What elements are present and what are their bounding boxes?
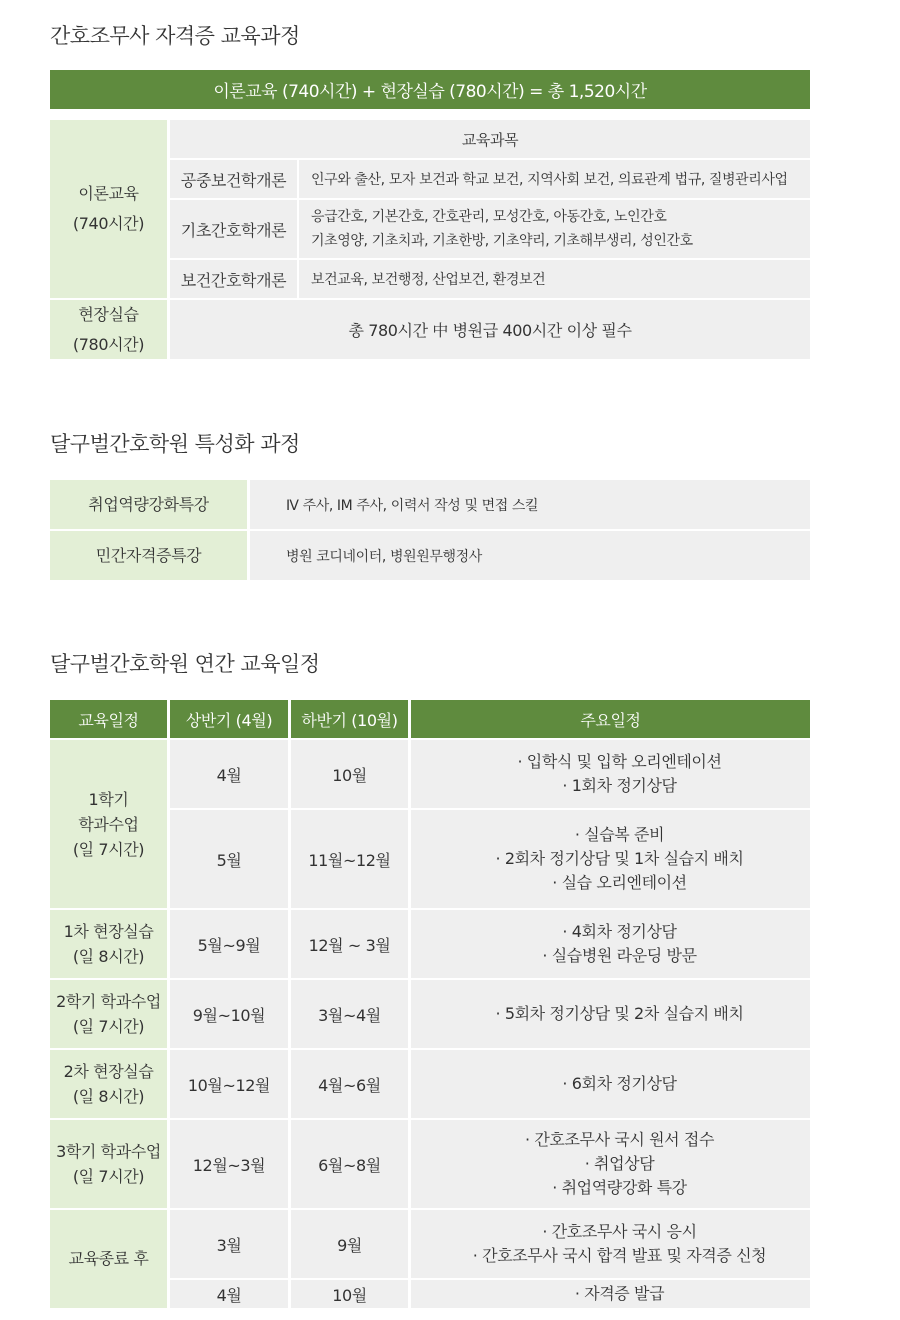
first-half-month: 3월 bbox=[170, 1210, 288, 1278]
group-label-line: (일 8시간) bbox=[72, 1087, 145, 1106]
schedule-group-label bbox=[50, 980, 167, 1048]
group-label-line: 교육종료 후 bbox=[68, 1249, 149, 1268]
group-label-line: (일 7시간) bbox=[72, 1017, 145, 1036]
total-hours-banner: 이론교육 (740시간) + 현장실습 (780시간) = 총 1,520시간 bbox=[50, 70, 810, 109]
schedule-group-label bbox=[50, 1120, 167, 1208]
subject-topics-line: 기초영양, 기초치과, 기초한방, 기초약리, 기초해부생리, 성인간호 bbox=[311, 233, 693, 249]
first-half-month: 4월 bbox=[170, 740, 288, 808]
subject-name: 보건간호학개론 bbox=[170, 260, 297, 298]
event-item: · 자격증 발급 bbox=[574, 1284, 665, 1303]
event-item: · 취업상담 bbox=[584, 1154, 655, 1173]
major-events bbox=[411, 740, 810, 808]
major-events bbox=[411, 1120, 810, 1208]
first-half-month: 9월~10월 bbox=[170, 980, 288, 1048]
group-label-line: (일 7시간) bbox=[72, 1167, 145, 1186]
subjects-header: 교육과목 bbox=[170, 120, 810, 158]
section-title-schedule: 달구벌간호학원 연간 교육일정 bbox=[50, 652, 320, 676]
event-item: · 간호조무사 국시 합격 발표 및 자격증 신청 bbox=[472, 1246, 767, 1265]
schedule-header: 상반기 (4월) bbox=[170, 700, 288, 738]
schedule-header: 하반기 (10월) bbox=[291, 700, 408, 738]
theory-label bbox=[50, 120, 167, 298]
first-half-month: 12월~3월 bbox=[170, 1120, 288, 1208]
schedule-header: 주요일정 bbox=[411, 700, 810, 738]
theory-label-line: (740시간) bbox=[72, 214, 145, 233]
group-label-line: 1학기 bbox=[88, 789, 129, 809]
schedule-group-label bbox=[50, 1210, 167, 1308]
second-half-month: 12월 ~ 3월 bbox=[291, 910, 408, 978]
group-label-line: 2학기 학과수업 bbox=[56, 992, 161, 1011]
group-label-line: (일 7시간) bbox=[72, 839, 145, 859]
section-title-curriculum: 간호조무사 자격증 교육과정 bbox=[50, 24, 300, 48]
major-events bbox=[411, 810, 810, 908]
special-label: 취업역량강화특강 bbox=[50, 480, 247, 529]
event-item: · 간호조무사 국시 원서 접수 bbox=[524, 1130, 715, 1149]
second-half-month: 10월 bbox=[291, 1280, 408, 1308]
subject-topics: 인구와 출산, 모자 보건과 학교 보건, 지역사회 보건, 의료관계 법규, 질병관리사업 bbox=[299, 160, 810, 198]
second-half-month: 4월~6월 bbox=[291, 1050, 408, 1118]
subject-name: 기초간호학개론 bbox=[170, 200, 297, 258]
event-item: · 4회차 정기상담 bbox=[562, 922, 677, 941]
group-label-line: 2차 현장실습 bbox=[63, 1062, 154, 1081]
event-item: · 실습 오리엔테이션 bbox=[552, 873, 687, 892]
schedule-group-label bbox=[50, 910, 167, 978]
schedule-header: 교육일정 bbox=[50, 700, 167, 738]
major-events bbox=[411, 910, 810, 978]
practice-label-line: (780시간) bbox=[72, 334, 145, 354]
subject-topics: 보건교육, 보건행정, 산업보건, 환경보건 bbox=[299, 260, 810, 298]
first-half-month: 5월~9월 bbox=[170, 910, 288, 978]
event-item: · 입학식 및 입학 오리엔테이션 bbox=[517, 752, 722, 771]
special-label: 민간자격증특강 bbox=[50, 531, 247, 580]
second-half-month: 11월~12월 bbox=[291, 810, 408, 908]
practice-label-line: 현장실습 bbox=[78, 304, 139, 324]
special-value: 병원 코디네이터, 병원원무행정사 bbox=[250, 531, 810, 580]
major-events bbox=[411, 1210, 810, 1278]
major-events bbox=[411, 1280, 810, 1308]
event-item: · 5회차 정기상담 및 2차 실습지 배치 bbox=[495, 1004, 744, 1023]
first-half-month: 10월~12월 bbox=[170, 1050, 288, 1118]
second-half-month: 6월~8월 bbox=[291, 1120, 408, 1208]
major-events bbox=[411, 1050, 810, 1118]
practice-text: 총 780시간 中 병원급 400시간 이상 필수 bbox=[170, 300, 810, 359]
practice-label bbox=[50, 300, 167, 359]
special-value: Ⅳ 주사, IM 주사, 이력서 작성 및 면접 스킬 bbox=[250, 480, 810, 529]
group-label-line: 3학기 학과수업 bbox=[56, 1142, 161, 1161]
subject-topics-line: 응급간호, 기본간호, 간호관리, 모성간호, 아동간호, 노인간호 bbox=[311, 209, 667, 225]
schedule-group-label bbox=[50, 740, 167, 908]
group-label-line: 1차 현장실습 bbox=[63, 922, 154, 941]
event-item: · 취업역량강화 특강 bbox=[552, 1178, 687, 1197]
second-half-month: 3월~4월 bbox=[291, 980, 408, 1048]
major-events bbox=[411, 980, 810, 1048]
theory-label-line: 이론교육 bbox=[78, 184, 139, 203]
group-label-line: (일 8시간) bbox=[72, 947, 145, 966]
section-title-special: 달구벌간호학원 특성화 과정 bbox=[50, 432, 300, 456]
event-item: · 1회차 정기상담 bbox=[562, 776, 677, 795]
second-half-month: 9월 bbox=[291, 1210, 408, 1278]
group-label-line: 학과수업 bbox=[78, 814, 139, 834]
subject-name: 공중보건학개론 bbox=[170, 160, 297, 198]
event-item: · 실습복 준비 bbox=[574, 825, 665, 844]
event-item: · 6회차 정기상담 bbox=[562, 1074, 677, 1093]
second-half-month: 10월 bbox=[291, 740, 408, 808]
event-item: · 2회차 정기상담 및 1차 실습지 배치 bbox=[495, 849, 744, 868]
first-half-month: 4월 bbox=[170, 1280, 288, 1308]
schedule-group-label bbox=[50, 1050, 167, 1118]
event-item: · 간호조무사 국시 응시 bbox=[542, 1222, 697, 1241]
subject-topics bbox=[299, 200, 810, 258]
first-half-month: 5월 bbox=[170, 810, 288, 908]
event-item: · 실습병원 라운딩 방문 bbox=[542, 946, 697, 965]
